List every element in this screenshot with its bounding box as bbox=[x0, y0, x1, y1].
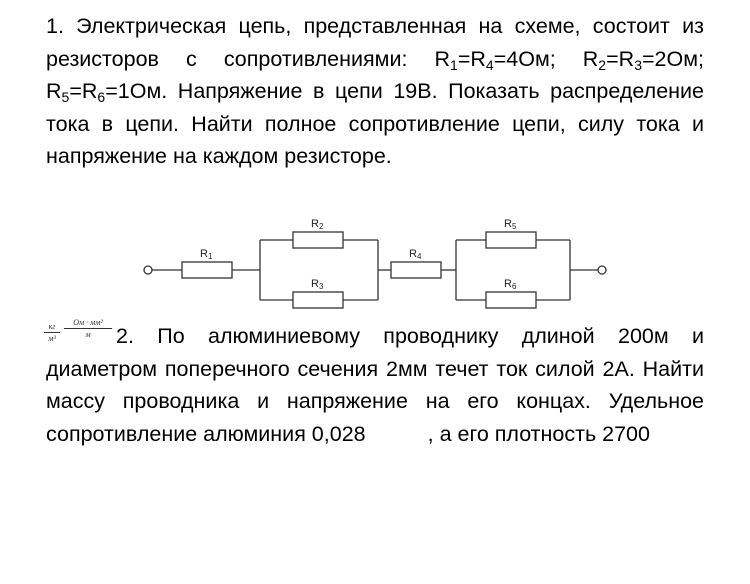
problem-1-line: 1. Электрическая цепь, представленная на схеме, состоит из резисторов с сопротивлениями: bbox=[46, 14, 704, 71]
subscript: 3 bbox=[634, 56, 642, 73]
resistivity-unit-denominator: м bbox=[85, 330, 91, 339]
value: =1Ом. Напряжение в цепи 19В. Показать распределение тока в цепи. Найти полное сопротивление цепи, силу тока и напряжение на каждом резисторе. bbox=[46, 79, 704, 168]
problem-2-main: 2. По алюминиевому проводнику длиной 200м и диаметром поперечного сечения 2мм течет ток силой 2А. Найти массу проводника и напряжение на его концах. Удельное сопротивление алюминия 0,028 bbox=[46, 324, 704, 446]
problem-2-text bbox=[46, 320, 704, 450]
subscript: 1 bbox=[450, 56, 458, 73]
density-unit-denominator: м³ bbox=[48, 334, 56, 343]
resistor-r6 bbox=[486, 292, 536, 308]
resistor-r1 bbox=[182, 262, 232, 278]
left-terminal bbox=[144, 266, 152, 274]
r1-symbol: R bbox=[434, 46, 451, 71]
equals: =R bbox=[457, 46, 486, 71]
resistor-r3 bbox=[293, 292, 343, 308]
subscript: 6 bbox=[97, 89, 106, 105]
problem-2-tail: , а его плотность 2700 bbox=[427, 421, 650, 446]
resistor-r2 bbox=[293, 232, 343, 248]
label-r1: R1 bbox=[200, 248, 213, 261]
right-terminal bbox=[598, 266, 606, 274]
label-r3: R3 bbox=[311, 278, 324, 291]
label-r5: R5 bbox=[504, 218, 517, 231]
label-r6: R6 bbox=[504, 278, 517, 291]
value: =4Ом; R bbox=[493, 46, 599, 71]
subscript: 2 bbox=[598, 56, 607, 73]
subscript: 5 bbox=[61, 89, 70, 105]
label-r4: R4 bbox=[409, 248, 422, 261]
density-unit-numerator: кг bbox=[48, 322, 56, 331]
resistor-r5 bbox=[486, 232, 536, 248]
resistor-r4 bbox=[391, 262, 441, 278]
subscript: 4 bbox=[485, 56, 494, 73]
equals: =R bbox=[69, 79, 98, 103]
value: =2Ом; R bbox=[46, 46, 704, 103]
label-r2: R2 bbox=[311, 218, 324, 231]
equals: =R bbox=[606, 46, 635, 71]
resistivity-unit-numerator: Ом · мм² bbox=[73, 318, 103, 327]
